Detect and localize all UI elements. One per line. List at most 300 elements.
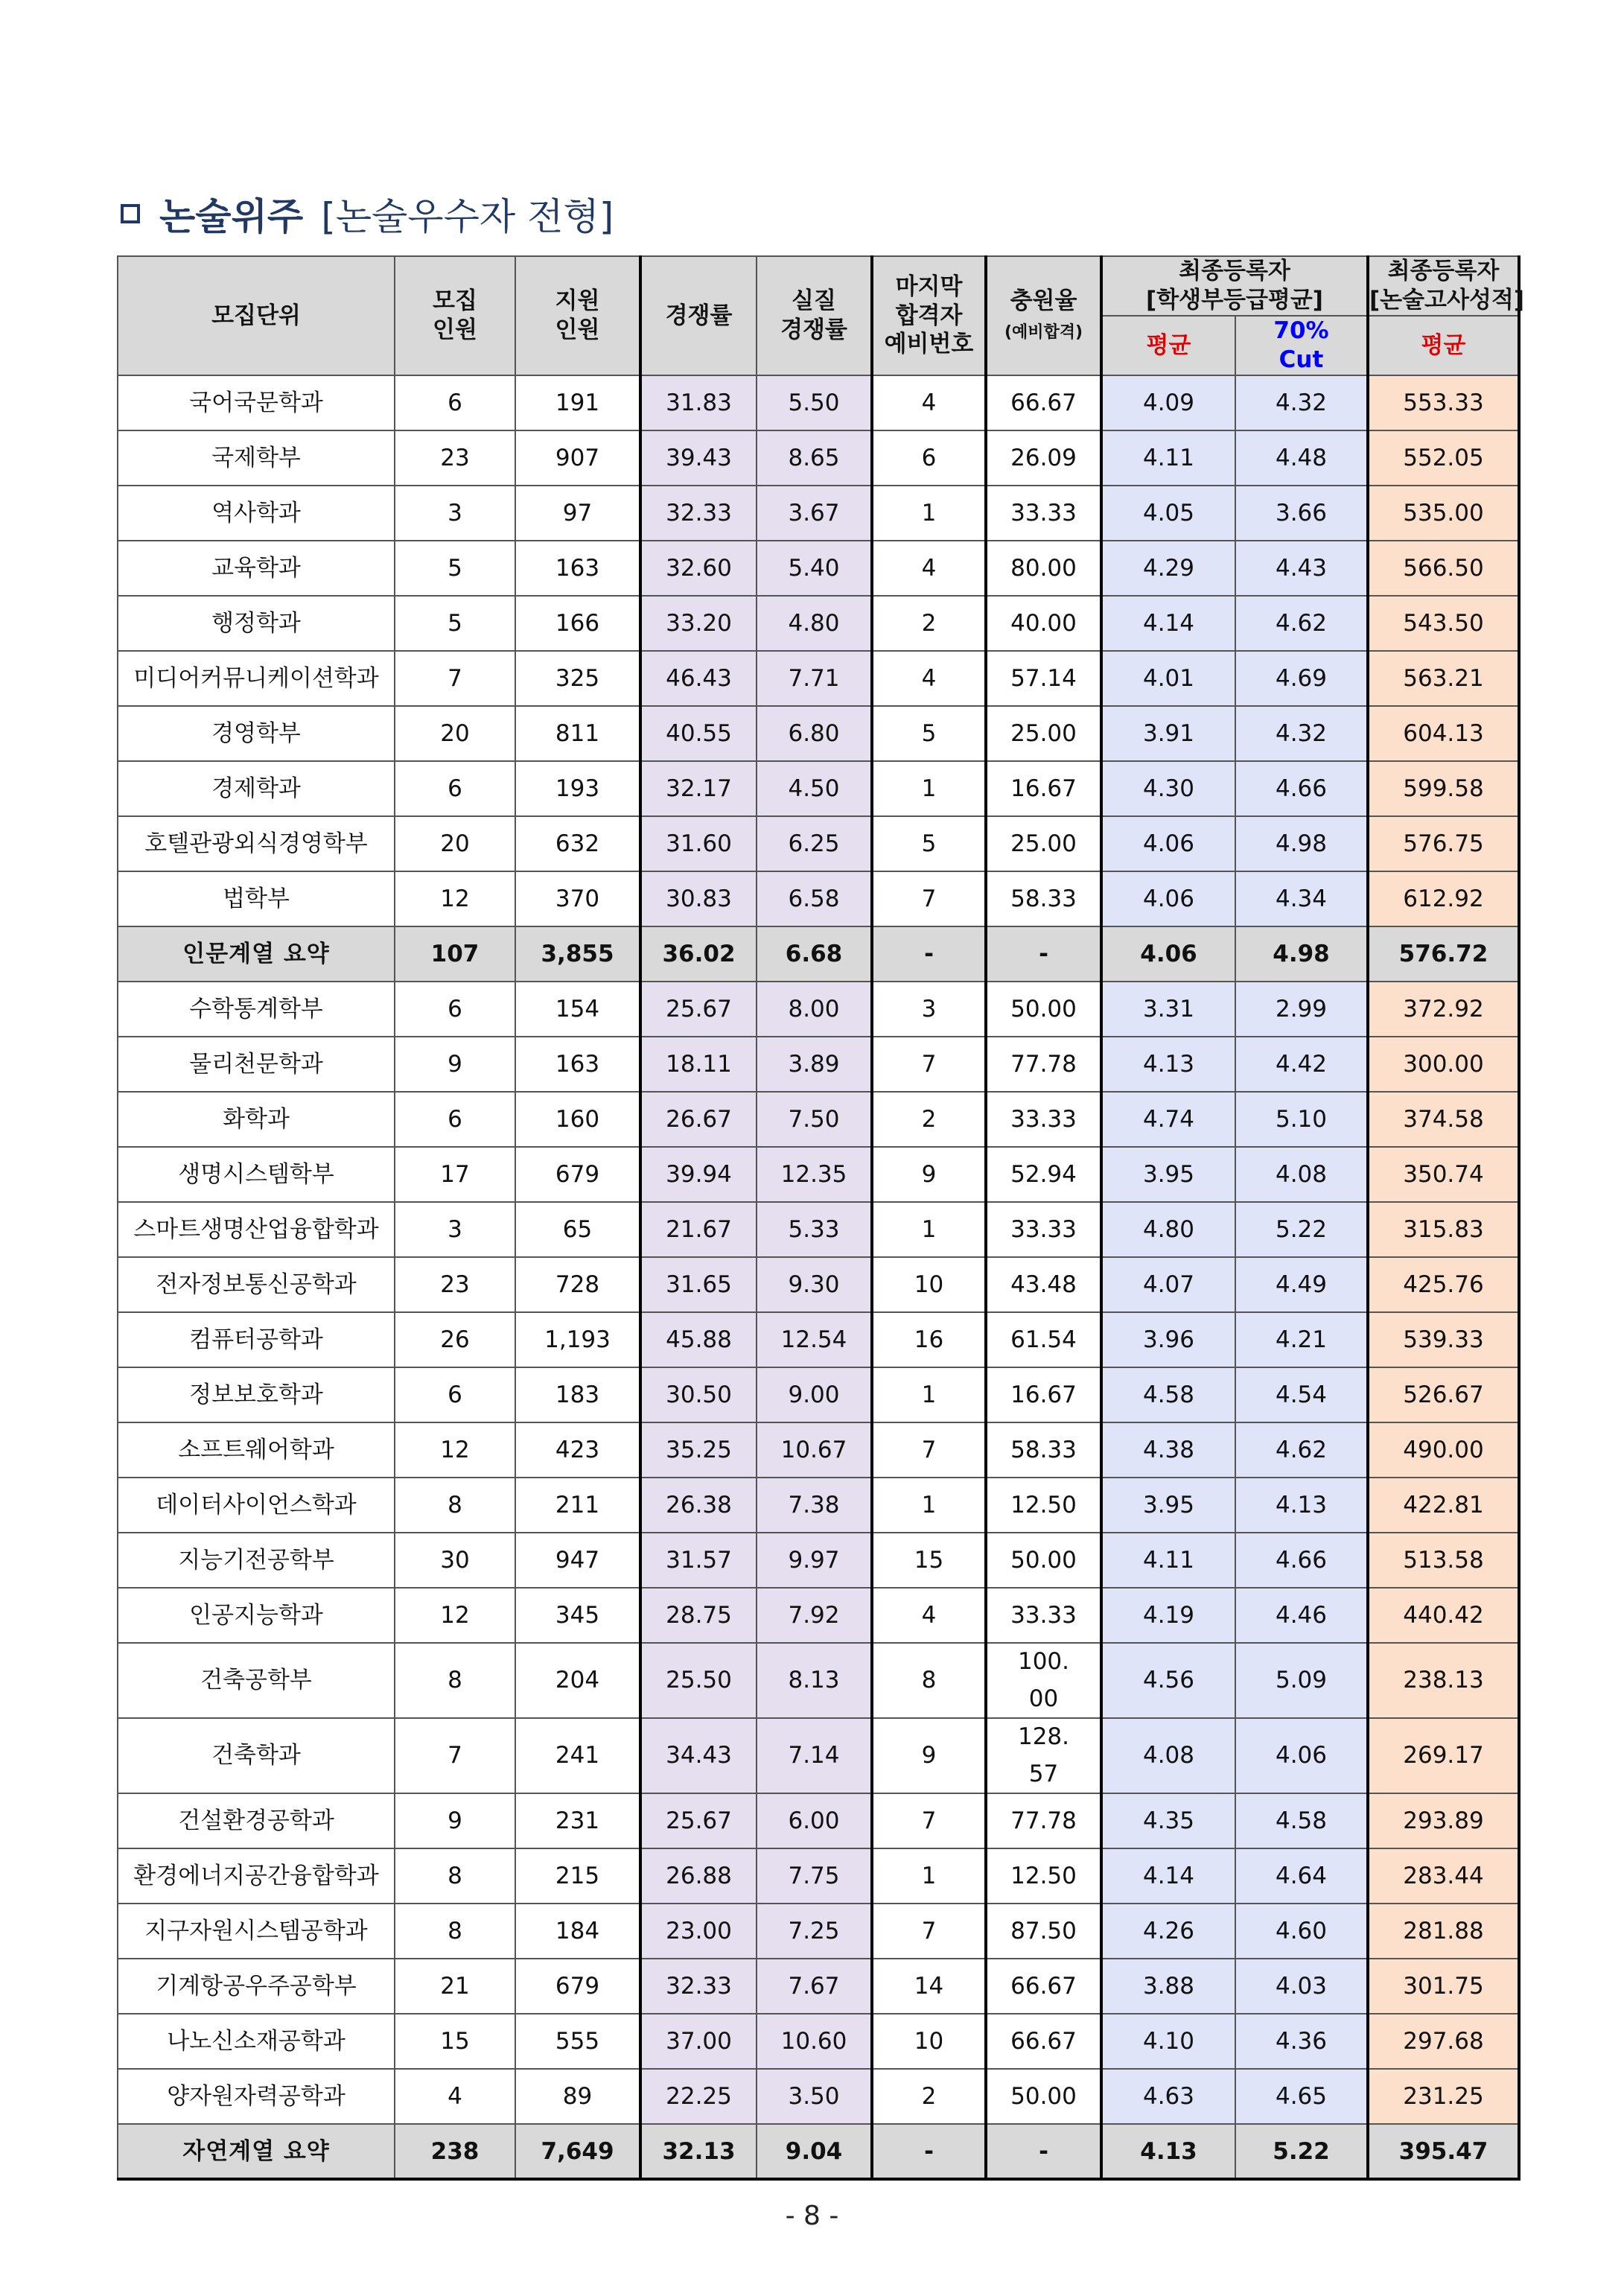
cell-grade-cut: 4.62 — [1235, 1422, 1368, 1478]
header-last-pass: 마지막 합격자 예비번호 — [872, 256, 986, 375]
cell-grade-cut: 5.09 — [1235, 1643, 1368, 1718]
cell-ratio: 35.25 — [640, 1422, 757, 1478]
cell-ratio: 18.11 — [640, 1037, 757, 1092]
cell-essay-avg: 281.88 — [1368, 1904, 1519, 1959]
cell-essay-avg: 490.00 — [1368, 1422, 1519, 1478]
cell-last-pass: 7 — [872, 871, 986, 926]
cell-grade-avg: 4.14 — [1101, 596, 1235, 651]
cell-applicants: 65 — [515, 1202, 640, 1257]
cell-dept: 양자원자력공학과 — [118, 2069, 395, 2124]
cell-applicants: 184 — [515, 1904, 640, 1959]
cell-fill-rate: 50.00 — [986, 1533, 1101, 1588]
cell-dept: 국제학부 — [118, 430, 395, 486]
cell-dept: 건축공학부 — [118, 1643, 395, 1718]
cell-applicants: 191 — [515, 375, 640, 430]
cell-last-pass: 1 — [872, 1202, 986, 1257]
cell-real-ratio: 12.35 — [757, 1147, 872, 1202]
cell-real-ratio: 9.97 — [757, 1533, 872, 1588]
cell-quota: 12 — [395, 1422, 515, 1478]
cell-last-pass: 10 — [872, 1257, 986, 1312]
cell-essay-avg: 566.50 — [1368, 541, 1519, 596]
cell-grade-cut: 4.36 — [1235, 2014, 1368, 2069]
cell-fill-rate: 33.33 — [986, 1202, 1101, 1257]
cell-quota: 8 — [395, 1643, 515, 1718]
cell-ratio: 36.02 — [640, 926, 757, 982]
cell-fill-rate: - — [986, 2124, 1101, 2179]
cell-essay-avg: 350.74 — [1368, 1147, 1519, 1202]
cell-dept: 기계항공우주공학부 — [118, 1959, 395, 2014]
cell-grade-cut: 4.32 — [1235, 706, 1368, 761]
cell-grade-cut: 4.13 — [1235, 1478, 1368, 1533]
cell-fill-rate: 50.00 — [986, 982, 1101, 1037]
cell-real-ratio: 9.30 — [757, 1257, 872, 1312]
cell-dept: 역사학과 — [118, 486, 395, 541]
cell-applicants: 160 — [515, 1092, 640, 1147]
cell-fill-rate: 52.94 — [986, 1147, 1101, 1202]
cell-grade-cut: 4.08 — [1235, 1147, 1368, 1202]
cell-grade-avg: 4.08 — [1101, 1718, 1235, 1793]
cell-fill-rate: 77.78 — [986, 1793, 1101, 1848]
page-number: - 8 - — [785, 2201, 839, 2231]
cell-applicants: 7,649 — [515, 2124, 640, 2179]
cell-ratio: 22.25 — [640, 2069, 757, 2124]
cell-quota: 23 — [395, 430, 515, 486]
cell-ratio: 31.65 — [640, 1257, 757, 1312]
cell-last-pass: 1 — [872, 761, 986, 816]
cell-last-pass: 2 — [872, 1092, 986, 1147]
cell-real-ratio: 5.33 — [757, 1202, 872, 1257]
table-row — [118, 1312, 1519, 1367]
cell-quota: 3 — [395, 486, 515, 541]
cell-quota: 23 — [395, 1257, 515, 1312]
cell-last-pass: 4 — [872, 1588, 986, 1643]
cell-ratio: 40.55 — [640, 706, 757, 761]
cell-ratio: 32.17 — [640, 761, 757, 816]
cell-dept: 국어국문학과 — [118, 375, 395, 430]
cell-fill-rate: 12.50 — [986, 1848, 1101, 1904]
cell-dept: 경영학부 — [118, 706, 395, 761]
cell-grade-cut: 4.98 — [1235, 926, 1368, 982]
cell-ratio: 45.88 — [640, 1312, 757, 1367]
table-row — [118, 1367, 1519, 1422]
cell-real-ratio: 10.67 — [757, 1422, 872, 1478]
cell-fill-rate: 33.33 — [986, 1092, 1101, 1147]
cell-quota: 3 — [395, 1202, 515, 1257]
cell-grade-avg: 4.38 — [1101, 1422, 1235, 1478]
cell-essay-avg: 293.89 — [1368, 1793, 1519, 1848]
cell-real-ratio: 3.50 — [757, 2069, 872, 2124]
cell-dept: 교육학과 — [118, 541, 395, 596]
cell-fill-rate: 40.00 — [986, 596, 1101, 651]
cell-grade-avg: 4.13 — [1101, 1037, 1235, 1092]
table-row — [118, 871, 1519, 926]
cell-real-ratio: 7.38 — [757, 1478, 872, 1533]
cell-essay-avg: 526.67 — [1368, 1367, 1519, 1422]
cell-grade-avg: 4.30 — [1101, 761, 1235, 816]
cell-real-ratio: 6.00 — [757, 1793, 872, 1848]
table-row — [118, 375, 1519, 430]
table-row — [118, 1643, 1519, 1718]
cell-grade-avg: 4.63 — [1101, 2069, 1235, 2124]
admission-results-table — [117, 255, 1525, 2181]
cell-last-pass: 1 — [872, 1367, 986, 1422]
cell-ratio: 26.88 — [640, 1848, 757, 1904]
cell-real-ratio: 6.25 — [757, 816, 872, 871]
cell-quota: 26 — [395, 1312, 515, 1367]
table-row — [118, 486, 1519, 541]
cell-real-ratio: 5.50 — [757, 375, 872, 430]
cell-grade-cut: 4.42 — [1235, 1037, 1368, 1092]
cell-last-pass: 2 — [872, 596, 986, 651]
cell-real-ratio: 9.00 — [757, 1367, 872, 1422]
cell-last-pass: 4 — [872, 651, 986, 706]
cell-applicants: 204 — [515, 1643, 640, 1718]
section-title-sub: [논술우수자 전형] — [321, 195, 614, 238]
cell-dept: 지구자원시스템공학과 — [118, 1904, 395, 1959]
cell-quota: 5 — [395, 541, 515, 596]
cell-essay-avg: 297.68 — [1368, 2014, 1519, 2069]
cell-real-ratio: 10.60 — [757, 2014, 872, 2069]
cell-fill-rate: 57.14 — [986, 651, 1101, 706]
cell-essay-avg: 283.44 — [1368, 1848, 1519, 1904]
cell-ratio: 32.33 — [640, 1959, 757, 2014]
cell-real-ratio: 4.50 — [757, 761, 872, 816]
cell-grade-avg: 4.14 — [1101, 1848, 1235, 1904]
cell-dept: 스마트생명산업융합학과 — [118, 1202, 395, 1257]
cell-grade-avg: 4.35 — [1101, 1793, 1235, 1848]
cell-applicants: 215 — [515, 1848, 640, 1904]
cell-essay-avg: 301.75 — [1368, 1959, 1519, 2014]
cell-essay-avg: 513.58 — [1368, 1533, 1519, 1588]
cell-grade-cut: 4.58 — [1235, 1793, 1368, 1848]
cell-grade-avg: 4.80 — [1101, 1202, 1235, 1257]
cell-applicants: 1,193 — [515, 1312, 640, 1367]
cell-last-pass: 6 — [872, 430, 986, 486]
cell-essay-avg: 231.25 — [1368, 2069, 1519, 2124]
cell-ratio: 25.50 — [640, 1643, 757, 1718]
cell-essay-avg: 604.13 — [1368, 706, 1519, 761]
cell-real-ratio: 5.40 — [757, 541, 872, 596]
cell-quota: 5 — [395, 596, 515, 651]
cell-fill-rate: 100. 00 — [986, 1643, 1101, 1718]
cell-essay-avg: 269.17 — [1368, 1718, 1519, 1793]
cell-dept: 인공지능학과 — [118, 1588, 395, 1643]
cell-dept: 인문계열 요약 — [118, 926, 395, 982]
cell-last-pass: 15 — [872, 1533, 986, 1588]
cell-fill-rate: 16.67 — [986, 1367, 1101, 1422]
cell-dept: 데이터사이언스학과 — [118, 1478, 395, 1533]
cell-essay-avg: 315.83 — [1368, 1202, 1519, 1257]
cell-fill-rate: 33.33 — [986, 486, 1101, 541]
header-essay-group: 최종등록자 [논술고사성적] — [1368, 256, 1519, 316]
cell-grade-avg: 3.91 — [1101, 706, 1235, 761]
cell-dept: 미디어커뮤니케이션학과 — [118, 651, 395, 706]
cell-fill-rate: 16.67 — [986, 761, 1101, 816]
cell-real-ratio: 7.92 — [757, 1588, 872, 1643]
cell-essay-avg: 563.21 — [1368, 651, 1519, 706]
cell-essay-avg: 238.13 — [1368, 1643, 1519, 1718]
cell-last-pass: - — [872, 926, 986, 982]
cell-quota: 17 — [395, 1147, 515, 1202]
cell-grade-cut: 4.43 — [1235, 541, 1368, 596]
cell-real-ratio: 8.65 — [757, 430, 872, 486]
cell-fill-rate: 26.09 — [986, 430, 1101, 486]
cell-grade-avg: 4.05 — [1101, 486, 1235, 541]
cell-essay-avg: 374.58 — [1368, 1092, 1519, 1147]
cell-essay-avg: 599.58 — [1368, 761, 1519, 816]
table-row — [118, 1848, 1519, 1904]
cell-dept: 행정학과 — [118, 596, 395, 651]
cell-last-pass: 10 — [872, 2014, 986, 2069]
summary-row — [118, 926, 1519, 982]
cell-grade-avg: 4.58 — [1101, 1367, 1235, 1422]
table-row — [118, 2069, 1519, 2124]
cell-grade-cut: 4.06 — [1235, 1718, 1368, 1793]
cell-applicants: 166 — [515, 596, 640, 651]
cell-dept: 건설환경공학과 — [118, 1793, 395, 1848]
cell-grade-avg: 4.26 — [1101, 1904, 1235, 1959]
cell-essay-avg: 535.00 — [1368, 486, 1519, 541]
cell-grade-avg: 3.95 — [1101, 1478, 1235, 1533]
cell-real-ratio: 7.67 — [757, 1959, 872, 2014]
cell-quota: 8 — [395, 1848, 515, 1904]
cell-essay-avg: 425.76 — [1368, 1257, 1519, 1312]
cell-fill-rate: 66.67 — [986, 1959, 1101, 2014]
cell-grade-avg: 4.10 — [1101, 2014, 1235, 2069]
cell-ratio: 25.67 — [640, 1793, 757, 1848]
cell-last-pass: 9 — [872, 1147, 986, 1202]
cell-applicants: 423 — [515, 1422, 640, 1478]
table-row — [118, 816, 1519, 871]
cell-real-ratio: 7.71 — [757, 651, 872, 706]
cell-last-pass: 1 — [872, 1478, 986, 1533]
cell-quota: 7 — [395, 1718, 515, 1793]
cell-real-ratio: 7.14 — [757, 1718, 872, 1793]
header-essay-avg: 평균 — [1368, 316, 1519, 375]
cell-real-ratio: 8.00 — [757, 982, 872, 1037]
table-row — [118, 761, 1519, 816]
cell-grade-cut: 4.54 — [1235, 1367, 1368, 1422]
cell-fill-rate: 58.33 — [986, 871, 1101, 926]
cell-real-ratio: 6.68 — [757, 926, 872, 982]
cell-dept: 호텔관광외식경영학부 — [118, 816, 395, 871]
cell-grade-cut: 3.66 — [1235, 486, 1368, 541]
section-title-main: 논술위주 — [159, 195, 304, 238]
cell-grade-cut: 4.21 — [1235, 1312, 1368, 1367]
cell-fill-rate: 43.48 — [986, 1257, 1101, 1312]
cell-quota: 21 — [395, 1959, 515, 2014]
cell-ratio: 30.83 — [640, 871, 757, 926]
cell-quota: 4 — [395, 2069, 515, 2124]
cell-fill-rate: 58.33 — [986, 1422, 1101, 1478]
cell-dept: 나노신소재공학과 — [118, 2014, 395, 2069]
cell-fill-rate: 77.78 — [986, 1037, 1101, 1092]
cell-quota: 8 — [395, 1478, 515, 1533]
cell-quota: 12 — [395, 1588, 515, 1643]
cell-last-pass: 7 — [872, 1422, 986, 1478]
cell-applicants: 241 — [515, 1718, 640, 1793]
cell-applicants: 679 — [515, 1147, 640, 1202]
cell-applicants: 163 — [515, 541, 640, 596]
cell-real-ratio: 3.67 — [757, 486, 872, 541]
cell-last-pass: 7 — [872, 1793, 986, 1848]
cell-ratio: 33.20 — [640, 596, 757, 651]
cell-dept: 환경에너지공간융합학과 — [118, 1848, 395, 1904]
cell-grade-cut: 5.22 — [1235, 1202, 1368, 1257]
cell-grade-cut: 4.49 — [1235, 1257, 1368, 1312]
cell-quota: 6 — [395, 982, 515, 1037]
cell-real-ratio: 7.50 — [757, 1092, 872, 1147]
cell-ratio: 23.00 — [640, 1904, 757, 1959]
cell-grade-avg: 4.11 — [1101, 430, 1235, 486]
cell-grade-cut: 4.66 — [1235, 1533, 1368, 1588]
cell-real-ratio: 4.80 — [757, 596, 872, 651]
cell-dept: 경제학과 — [118, 761, 395, 816]
cell-essay-avg: 300.00 — [1368, 1037, 1519, 1092]
table-header-row — [118, 256, 1519, 316]
table-row — [118, 1037, 1519, 1092]
cell-fill-rate: 80.00 — [986, 541, 1101, 596]
cell-ratio: 26.38 — [640, 1478, 757, 1533]
cell-essay-avg: 422.81 — [1368, 1478, 1519, 1533]
table-row — [118, 596, 1519, 651]
cell-dept: 지능기전공학부 — [118, 1533, 395, 1588]
cell-ratio: 39.43 — [640, 430, 757, 486]
cell-applicants: 907 — [515, 430, 640, 486]
cell-grade-cut: 4.66 — [1235, 761, 1368, 816]
header-quota: 모집 인원 — [395, 256, 515, 375]
table-row — [118, 1092, 1519, 1147]
table-row — [118, 1588, 1519, 1643]
cell-quota: 6 — [395, 761, 515, 816]
table-row — [118, 1533, 1519, 1588]
cell-quota: 12 — [395, 871, 515, 926]
cell-dept: 화학과 — [118, 1092, 395, 1147]
cell-essay-avg: 552.05 — [1368, 430, 1519, 486]
cell-grade-cut: 4.64 — [1235, 1848, 1368, 1904]
header-grade-cut: 70% Cut — [1235, 316, 1368, 375]
cell-applicants: 325 — [515, 651, 640, 706]
cell-fill-rate: 61.54 — [986, 1312, 1101, 1367]
table-row — [118, 1422, 1519, 1478]
cell-quota: 9 — [395, 1037, 515, 1092]
cell-ratio: 32.33 — [640, 486, 757, 541]
table-row — [118, 982, 1519, 1037]
cell-dept: 정보보호학과 — [118, 1367, 395, 1422]
cell-grade-cut: 4.65 — [1235, 2069, 1368, 2124]
cell-ratio: 32.13 — [640, 2124, 757, 2179]
cell-ratio: 32.60 — [640, 541, 757, 596]
cell-last-pass: 9 — [872, 1718, 986, 1793]
cell-quota: 107 — [395, 926, 515, 982]
cell-applicants: 89 — [515, 2069, 640, 2124]
cell-essay-avg: 576.72 — [1368, 926, 1519, 982]
cell-real-ratio: 8.13 — [757, 1643, 872, 1718]
cell-applicants: 679 — [515, 1959, 640, 2014]
cell-grade-avg: 4.06 — [1101, 816, 1235, 871]
header-applicants: 지원 인원 — [515, 256, 640, 375]
cell-dept: 물리천문학과 — [118, 1037, 395, 1092]
cell-last-pass: 14 — [872, 1959, 986, 2014]
cell-ratio: 31.83 — [640, 375, 757, 430]
cell-applicants: 163 — [515, 1037, 640, 1092]
cell-last-pass: 2 — [872, 2069, 986, 2124]
cell-ratio: 46.43 — [640, 651, 757, 706]
cell-dept: 자연계열 요약 — [118, 2124, 395, 2179]
cell-last-pass: 8 — [872, 1643, 986, 1718]
cell-ratio: 39.94 — [640, 1147, 757, 1202]
cell-ratio: 37.00 — [640, 2014, 757, 2069]
cell-fill-rate: 12.50 — [986, 1478, 1101, 1533]
cell-last-pass: 1 — [872, 1848, 986, 1904]
cell-fill-rate: 66.67 — [986, 2014, 1101, 2069]
cell-essay-avg: 372.92 — [1368, 982, 1519, 1037]
cell-grade-cut: 4.48 — [1235, 430, 1368, 486]
cell-real-ratio: 6.58 — [757, 871, 872, 926]
cell-ratio: 31.60 — [640, 816, 757, 871]
cell-quota: 20 — [395, 706, 515, 761]
cell-last-pass: 1 — [872, 486, 986, 541]
cell-fill-rate: 25.00 — [986, 816, 1101, 871]
cell-dept: 생명시스템학부 — [118, 1147, 395, 1202]
cell-last-pass: 4 — [872, 541, 986, 596]
cell-ratio: 30.50 — [640, 1367, 757, 1422]
table-row — [118, 651, 1519, 706]
cell-real-ratio: 6.80 — [757, 706, 872, 761]
summary-row — [118, 2124, 1519, 2179]
cell-grade-avg: 4.13 — [1101, 2124, 1235, 2179]
cell-fill-rate: 25.00 — [986, 706, 1101, 761]
cell-grade-cut: 4.03 — [1235, 1959, 1368, 2014]
cell-grade-avg: 3.95 — [1101, 1147, 1235, 1202]
cell-applicants: 811 — [515, 706, 640, 761]
cell-dept: 건축학과 — [118, 1718, 395, 1793]
cell-applicants: 183 — [515, 1367, 640, 1422]
table-row — [118, 1718, 1519, 1793]
cell-fill-rate: 87.50 — [986, 1904, 1101, 1959]
cell-quota: 8 — [395, 1904, 515, 1959]
cell-last-pass: 7 — [872, 1904, 986, 1959]
cell-ratio: 34.43 — [640, 1718, 757, 1793]
cell-last-pass: 4 — [872, 375, 986, 430]
header-ratio: 경쟁률 — [640, 256, 757, 375]
cell-grade-cut: 5.10 — [1235, 1092, 1368, 1147]
cell-applicants: 370 — [515, 871, 640, 926]
cell-grade-avg: 4.29 — [1101, 541, 1235, 596]
table-row — [118, 1959, 1519, 2014]
table-row — [118, 2014, 1519, 2069]
header-dept: 모집단위 — [118, 256, 395, 375]
cell-fill-rate: 128. 57 — [986, 1718, 1101, 1793]
cell-applicants: 154 — [515, 982, 640, 1037]
cell-quota: 6 — [395, 1367, 515, 1422]
cell-ratio: 31.57 — [640, 1533, 757, 1588]
cell-last-pass: 5 — [872, 706, 986, 761]
cell-grade-avg: 4.06 — [1101, 871, 1235, 926]
cell-quota: 9 — [395, 1793, 515, 1848]
cell-applicants: 97 — [515, 486, 640, 541]
cell-dept: 전자정보통신공학과 — [118, 1257, 395, 1312]
cell-applicants: 555 — [515, 2014, 640, 2069]
cell-real-ratio: 9.04 — [757, 2124, 872, 2179]
cell-grade-avg: 4.74 — [1101, 1092, 1235, 1147]
cell-essay-avg: 612.92 — [1368, 871, 1519, 926]
cell-fill-rate: 50.00 — [986, 2069, 1101, 2124]
cell-ratio: 28.75 — [640, 1588, 757, 1643]
cell-grade-cut: 4.60 — [1235, 1904, 1368, 1959]
table-row — [118, 1793, 1519, 1848]
cell-grade-avg: 3.31 — [1101, 982, 1235, 1037]
